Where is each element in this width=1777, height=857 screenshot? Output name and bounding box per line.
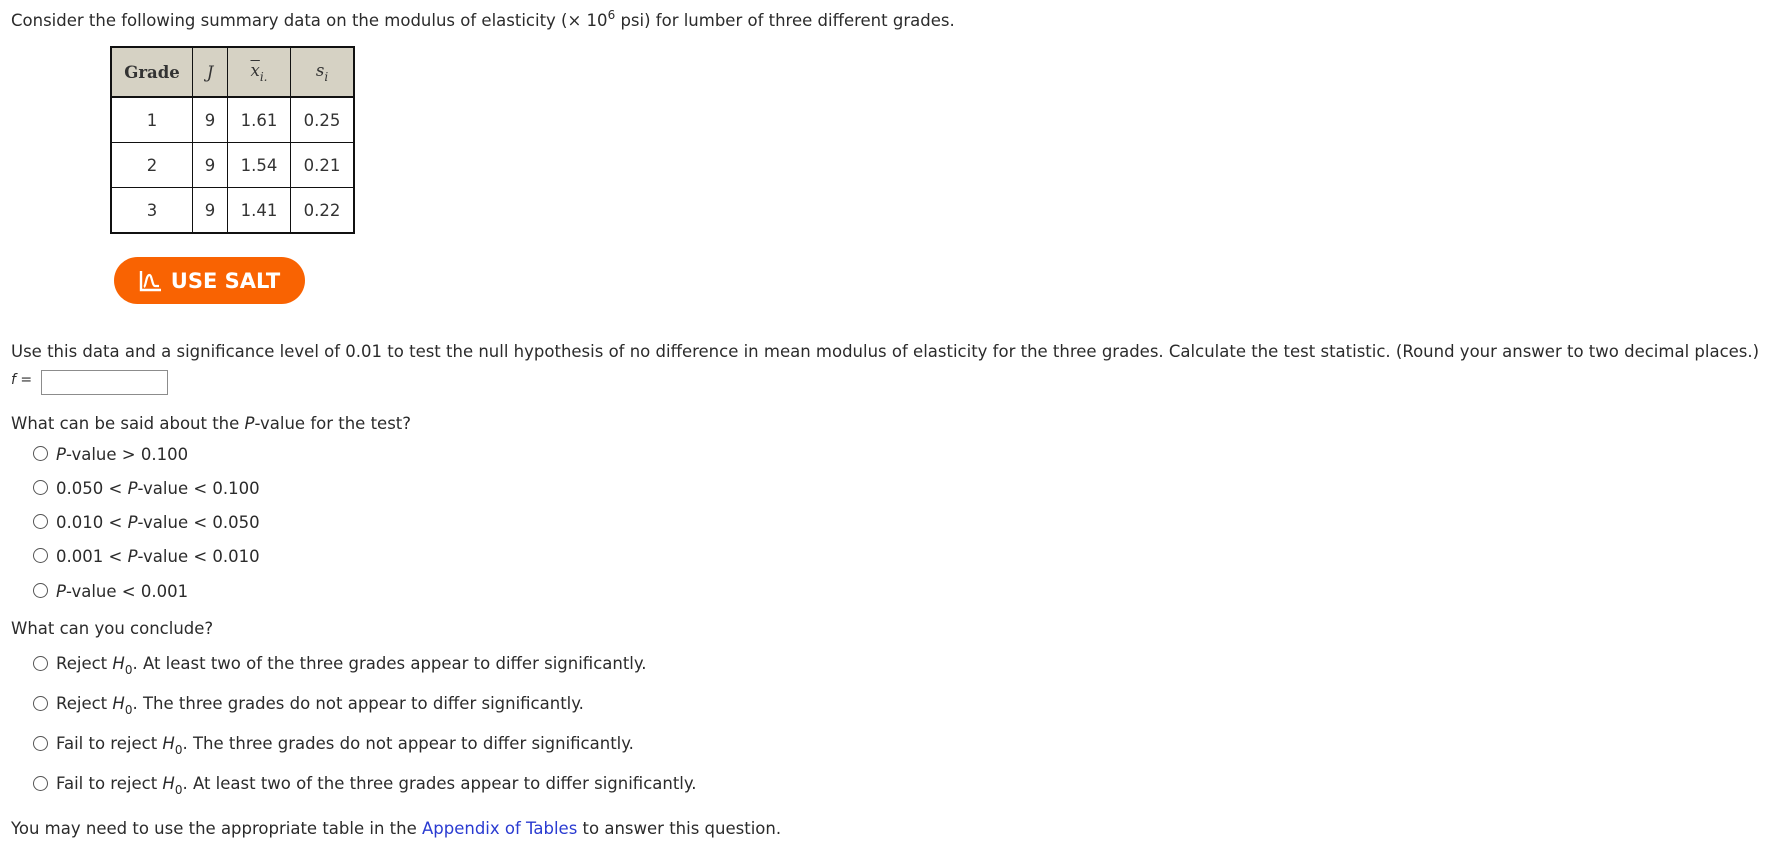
question-pvalue: What can be said about the P-value for the test? bbox=[11, 414, 412, 433]
header-xbar: $\overline{x}_{i.}$ bbox=[228, 47, 291, 97]
pvalue-option-2-label: 0.050 < P-value < 0.100 bbox=[56, 479, 260, 498]
summary-table bbox=[110, 46, 355, 234]
cell-xbar: 1.61 bbox=[228, 97, 291, 143]
pvalue-option-1-label: P-value > 0.100 bbox=[56, 445, 189, 464]
conclusion-option-1-label: Reject $H_0$. At least two of the three grades appear to differ significantly. bbox=[56, 654, 647, 677]
cell-xbar: 1.54 bbox=[228, 143, 291, 188]
pvalue-option-4-label: 0.001 < P-value < 0.010 bbox=[56, 547, 260, 566]
conclusion-option-2-label: Reject $H_0$. The three grades do not appear to differ significantly. bbox=[56, 694, 584, 717]
conclusion-option-2-radio[interactable] bbox=[33, 696, 48, 711]
cell-xbar: 1.41 bbox=[228, 188, 291, 234]
cell-s: 0.25 bbox=[291, 97, 355, 143]
conclusion-option-4-radio[interactable] bbox=[33, 776, 48, 791]
header-s: $s_i$ bbox=[291, 47, 355, 97]
cell-s: 0.22 bbox=[291, 188, 355, 234]
table-row bbox=[111, 188, 354, 234]
appendix-note: You may need to use the appropriate table in the Appendix of Tables to answer this question. bbox=[11, 819, 782, 838]
header-grade: Grade bbox=[111, 47, 193, 97]
pvalue-option-5-radio[interactable] bbox=[33, 583, 48, 598]
pvalue-option-5-label: P-value < 0.001 bbox=[56, 582, 189, 601]
salt-chart-icon bbox=[139, 270, 163, 292]
cell-grade: 1 bbox=[111, 97, 193, 143]
question-test-statistic: Use this data and a significance level of 0.01 to test the null hypothesis of no difference in mean modulus of elasticity for the three grades. Calculate the test statistic. (Round your answer to two decimal places.) bbox=[11, 342, 1760, 361]
conclusion-option-4-label: Fail to reject $H_0$. At least two of the three grades appear to differ significantly. bbox=[56, 774, 697, 797]
cell-grade: 2 bbox=[111, 143, 193, 188]
cell-s: 0.21 bbox=[291, 143, 355, 188]
table-row bbox=[111, 97, 354, 143]
cell-j: 9 bbox=[193, 143, 228, 188]
f-statistic-input[interactable] bbox=[41, 370, 168, 395]
conclusion-option-3-radio[interactable] bbox=[33, 736, 48, 751]
table-row bbox=[111, 143, 354, 188]
pvalue-option-3-radio[interactable] bbox=[33, 514, 48, 529]
pvalue-option-1-radio[interactable] bbox=[33, 446, 48, 461]
header-j: J bbox=[193, 47, 228, 97]
appendix-of-tables-link[interactable]: Appendix of Tables bbox=[421, 819, 578, 838]
cell-grade: 3 bbox=[111, 188, 193, 234]
use-salt-label: USE SALT bbox=[170, 268, 281, 293]
table-header-row bbox=[111, 47, 354, 97]
conclusion-option-3-label: Fail to reject $H_0$. The three grades do not appear to differ significantly. bbox=[56, 734, 634, 757]
use-salt-button[interactable] bbox=[114, 257, 305, 304]
pvalue-option-2-radio[interactable] bbox=[33, 480, 48, 495]
intro-text: Consider the following summary data on the modulus of elasticity (× $10^6$ psi) for lumber of three different grades. bbox=[11, 8, 955, 30]
cell-j: 9 bbox=[193, 97, 228, 143]
pvalue-option-4-radio[interactable] bbox=[33, 548, 48, 563]
question-conclusion: What can you conclude? bbox=[11, 619, 214, 638]
f-label: f = bbox=[11, 372, 33, 388]
conclusion-option-1-radio[interactable] bbox=[33, 656, 48, 671]
pvalue-option-3-label: 0.010 < P-value < 0.050 bbox=[56, 513, 260, 532]
cell-j: 9 bbox=[193, 188, 228, 234]
